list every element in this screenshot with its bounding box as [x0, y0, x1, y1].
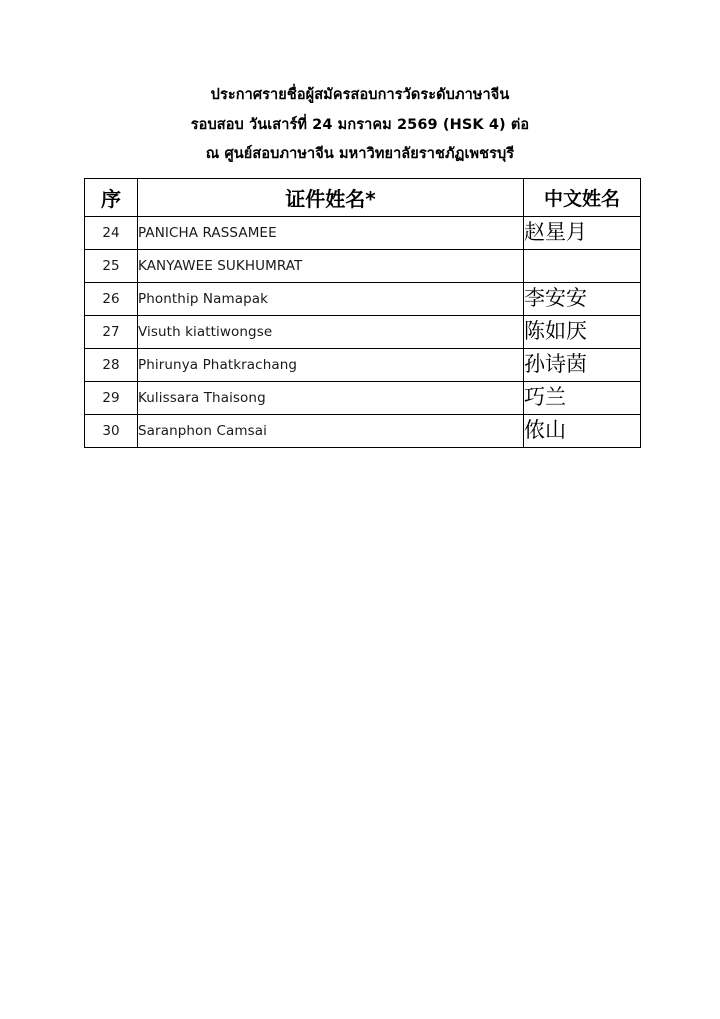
table-row [85, 381, 641, 414]
table-header [85, 178, 641, 216]
table-body [85, 216, 641, 447]
table-header-row [85, 178, 641, 216]
cell-name: Kulissara Thaisong [138, 381, 524, 414]
heading-line-1: ประกาศรายชื่อผู้สมัครสอบการวัดระดับภาษาจีน [210, 87, 510, 103]
cell-chinese-name: 陈如厌 [524, 315, 641, 348]
cell-name: PANICHA RASSAMEE [138, 216, 524, 249]
table-row [85, 414, 641, 447]
cell-chinese-name: 李安安 [524, 282, 641, 315]
heading-line-2: รอบสอบ วันเสาร์ที่ 24 มกราคม 2569 (HSK 4) ต่อ [190, 116, 530, 133]
cell-chinese-name: 巧兰 [524, 381, 641, 414]
cell-chinese-name: 赵星月 [524, 216, 641, 249]
table-row [85, 315, 641, 348]
cell-chinese-name: 侬山 [524, 414, 641, 447]
page-title [84, 88, 636, 162]
table-row [85, 249, 641, 282]
heading-line-3: ณ ศูนย์สอบภาษาจีน มหาวิทยาลัยราชภัฏเพชรบุรี [205, 146, 515, 162]
cell-name: KANYAWEE SUKHUMRAT [138, 249, 524, 282]
table-row [85, 282, 641, 315]
cell-seq: 25 [85, 249, 138, 282]
column-header-seq: 序 [85, 178, 138, 216]
registrants-table [84, 178, 641, 448]
cell-seq: 28 [85, 348, 138, 381]
cell-seq: 24 [85, 216, 138, 249]
cell-name: Phonthip Namapak [138, 282, 524, 315]
column-header-name: 证件姓名* [138, 178, 524, 216]
cell-chinese-name [524, 249, 641, 282]
cell-name: Saranphon Camsai [138, 414, 524, 447]
cell-seq: 29 [85, 381, 138, 414]
cell-name: Phirunya Phatkrachang [138, 348, 524, 381]
cell-seq: 30 [85, 414, 138, 447]
cell-seq: 26 [85, 282, 138, 315]
cell-name: Visuth kiattiwongse [138, 315, 524, 348]
cell-seq: 27 [85, 315, 138, 348]
table-row [85, 216, 641, 249]
cell-chinese-name: 孙诗茵 [524, 348, 641, 381]
column-header-chinese-name: 中文姓名 [524, 178, 641, 216]
table-row [85, 348, 641, 381]
